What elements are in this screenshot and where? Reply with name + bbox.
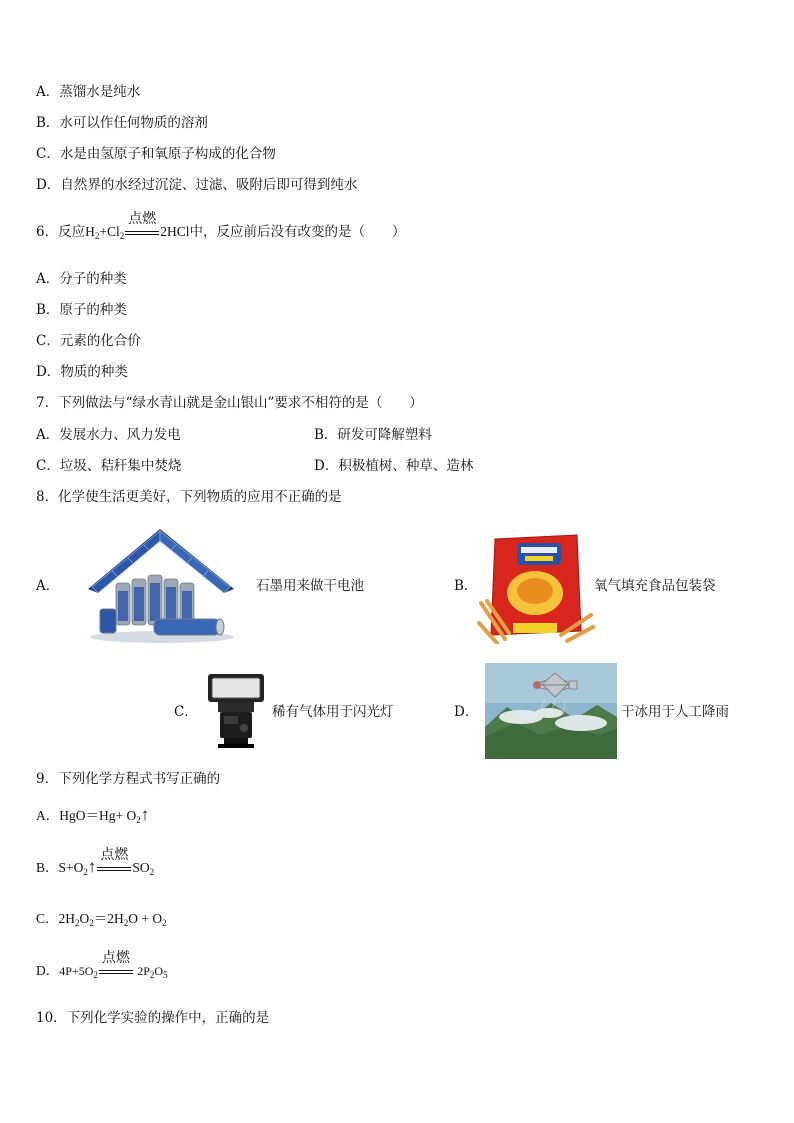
- q6-option-b: B．原子的种类: [36, 302, 127, 318]
- camera-flash-image: [204, 672, 268, 748]
- q8-option-a-text: 石墨用来做干电池: [256, 578, 364, 594]
- cloud-seeding-plane-image: [485, 663, 617, 759]
- q6-equation: $H_2+Cl_2$ 点燃 2HCl: [85, 212, 190, 241]
- q5-option-a: A．蒸馏水是纯水: [36, 84, 141, 100]
- q9-option-c: C．$2H_2O_2=2H_2O + O_2$: [36, 911, 167, 928]
- q8-option-b-text: 氧气填充食品包装袋: [594, 578, 716, 594]
- q7-stem: 7．下列做法与“绿水青山就是金山银山”要求不相符的是（ ）: [36, 395, 423, 411]
- q8-option-d-text: 干冰用于人工降雨: [621, 704, 729, 720]
- q9-option-a: A．$HgO=Hg+ O_2↑$: [36, 805, 150, 825]
- q8-stem: 8．化学使生活更美好，下列物质的应用不正确的是: [36, 489, 342, 505]
- q9-option-b: B．$S+O_2↑$ 点燃 $SO_2$: [36, 848, 155, 877]
- q8-option-d-letter: D．: [454, 704, 479, 720]
- q8-option-a-letter: A．: [36, 578, 60, 594]
- q6-condition-arrow: 点燃: [125, 223, 159, 241]
- q6-option-d: D．物质的种类: [36, 364, 128, 380]
- q8-option-b-letter: B．: [454, 578, 478, 594]
- q9-d-condition-arrow: 点燃: [99, 962, 133, 980]
- q7-option-b: B．研发可降解塑料: [314, 427, 432, 443]
- q6-stem: 6．反应$H_2+Cl_2$ 点燃 2HCl中，反应前后没有改变的是（ ）: [36, 212, 406, 241]
- q7-option-d: D．积极植树、种草、造林: [314, 458, 474, 474]
- q7-option-a: A．发展水力、风力发电: [36, 427, 181, 443]
- q6-option-c: C．元素的化合价: [36, 333, 141, 349]
- q7-option-c: C．垃圾、秸秆集中焚烧: [36, 458, 182, 474]
- q6-option-a: A．分子的种类: [36, 271, 127, 287]
- q5-option-c: C．水是由氢原子和氧原子构成的化合物: [36, 146, 276, 162]
- snack-bag-image: [477, 531, 595, 644]
- solar-house-battery-image: [82, 527, 240, 645]
- q9-option-d: D．$4P+5O_2$ 点燃 $2P_2O_5$: [36, 951, 168, 980]
- q10-stem: 10．下列化学实验的操作中，正确的是: [36, 1010, 270, 1026]
- q5-option-d: D．自然界的水经过沉淀、过滤、吸附后即可得到纯水: [36, 177, 358, 193]
- q9-stem: 9．下列化学方程式书写正确的: [36, 771, 221, 787]
- q8-option-c-text: 稀有气体用于闪光灯: [272, 704, 394, 720]
- q8-option-c-letter: C．: [174, 704, 198, 720]
- q9-b-condition-arrow: 点燃: [97, 859, 131, 877]
- q5-option-b: B．水可以作任何物质的溶剂: [36, 115, 208, 131]
